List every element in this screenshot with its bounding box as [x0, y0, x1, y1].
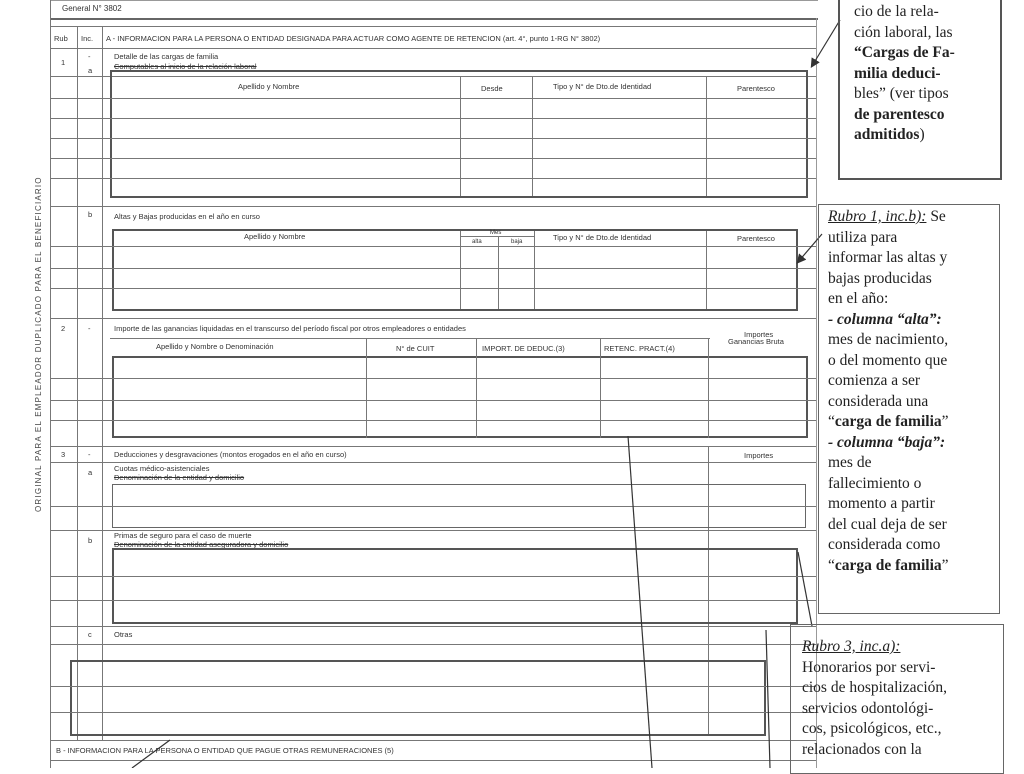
rubro2-inc-dash: - [88, 324, 91, 333]
note-rubro3a-heading: Rubro 3, inc.a): [802, 638, 901, 655]
note-baja-bold: carga de familia [834, 556, 942, 574]
note-rubro1b-heading: Rubro 1, inc.b): [828, 208, 927, 225]
arrow-bottom-left [132, 740, 170, 768]
rubro1b-header-alta: alta [472, 239, 482, 245]
note-baja-line: momento a partir [828, 495, 935, 512]
rubro1b-header-apellido: Apellido y Nombre [244, 232, 306, 241]
rubro3-inc-b: b [88, 536, 93, 545]
note-alta-bold-row: “carga de familia” [828, 413, 949, 430]
note-rubro3a-line: cos, psicológicos, etc., [802, 720, 942, 737]
note-alta-line: mes de nacimiento, [828, 331, 949, 348]
rubro3-number: 3 [61, 450, 66, 459]
rubro3a-sub: Denominación de la entidad y domicilio [114, 473, 245, 482]
note-baja-line: fallecimiento o [828, 474, 922, 492]
note-baja-label: - columna “baja”: [828, 433, 946, 451]
note-top-bold-tail: de parentesco [854, 105, 945, 123]
note-rubro3a-line: cios de hospitalización, [802, 679, 948, 696]
rubro1-inc-b: b [88, 210, 93, 219]
rubro2-ganancias-bruta: Ganancias Bruta [728, 337, 784, 346]
note-baja-line: mes de [828, 454, 872, 471]
rubro3-inc-a: a [88, 468, 93, 477]
note-top-line: ción laboral, las [854, 23, 953, 41]
note-alta-bold: carga de familia [834, 413, 942, 430]
note-rubro1b-line: bajas producidas [828, 269, 932, 287]
rubro2-number: 2 [61, 324, 66, 333]
section-a-title: A - INFORMACION PARA LA PERSONA O ENTIDAD DESIGNADA PARA ACTUAR COMO AGENTE DE RETENCION (art. 4°, punto 1-RG N° 3802) [106, 34, 601, 43]
note-top-text [854, 2, 994, 146]
note-top-mixed: bles” (ver tipos [854, 85, 949, 102]
note-top-bold-tail-row [854, 125, 994, 146]
rubro3-inc-dash: - [88, 450, 91, 459]
form-header-ref: General N° 3802 [62, 4, 122, 13]
rubro2-header-deduc: IMPORT. DE DEDUC.(3) [482, 344, 565, 353]
rubro2-header-retenc: RETENC. PRACT.(4) [604, 344, 675, 353]
rubro3c-title: Otras [114, 630, 133, 639]
note-rubro3a-line: relacionados con la [802, 740, 922, 758]
rubro3b-sub: Denominación de la entidad aseguradora y domicilio [114, 540, 289, 549]
rubro1b-title: Altas y Bajas producidas en el año en curso [114, 212, 260, 221]
note-alta-line: comienza a ser [828, 372, 921, 389]
note-top-bold: “Cargas de Fa- [854, 44, 955, 61]
note-rubro1b-line: en el año: [828, 290, 889, 307]
col-rub-label: Rub [54, 34, 68, 43]
col-inc-label: Inc. [81, 34, 94, 43]
note-top-line: cio de la rela- [854, 3, 939, 20]
rubro2-header-cuit: N° de CUIT [396, 344, 435, 353]
arrow-rubro3a-c [798, 552, 812, 626]
note-rubro3a-text [802, 637, 1002, 760]
rubro1-inc-a: a [88, 66, 93, 75]
rubro3-importes: Importes [744, 451, 774, 460]
arrow-rubro3a-a [628, 436, 652, 768]
note-rubro3a-line: servicios odontológi- [802, 699, 934, 717]
note-alta-line: o del momento que [828, 351, 948, 369]
rubro1b-header-tipo: Tipo y N° de Dto.de Identidad [553, 233, 652, 242]
note-top-bold-tail: admitidos [854, 126, 920, 143]
note-rubro1b-heading-after: Se [926, 208, 946, 225]
note-baja-line: considerada como [828, 536, 941, 553]
note-baja-line: del cual deja de ser [828, 515, 947, 533]
arrow-rubro3a-b [766, 630, 770, 768]
note-alta-line: considerada una [828, 392, 929, 410]
note-top-close: ) [919, 126, 925, 143]
rubro1a-header-desde: Desde [481, 84, 503, 93]
rubro2-importes: Importes [744, 330, 774, 339]
side-copy-label: ORIGINAL PARA EL EMPLEADOR DUPLICADO PARA EL BENEFICIARIO [34, 176, 43, 512]
note-rubro1b-line: utiliza para [828, 228, 898, 246]
note-top-bold: milia deduci- [854, 64, 941, 82]
rubro3-title: Deducciones y desgravaciones (montos erogados en el año en curso) [114, 450, 347, 459]
note-rubro1b-text [828, 207, 996, 576]
rubro1-subtitle: Computables al inicio de la relación laboral [114, 62, 257, 71]
rubro1-inc-dash: - [88, 52, 91, 61]
rubro2-header-apellido: Apellido y Nombre o Denominación [156, 342, 274, 351]
rubro1b-header-mes: Mes [490, 230, 502, 236]
rubro2-title: Importe de las ganancias liquidadas en el transcurso del período fiscal por otros empleadores o entidades [114, 324, 466, 333]
note-baja-bold-row: “carga de familia” [828, 556, 949, 574]
rubro3a-title: Cuotas médico-asistenciales [114, 464, 210, 473]
rubro1a-header-parentesco: Parentesco [737, 84, 775, 93]
rubro3b-title: Primas de seguro para el caso de muerte [114, 531, 252, 540]
rubro1b-header-baja: baja [511, 239, 523, 245]
rubro1-title: Detalle de las cargas de familia [114, 52, 219, 61]
rubro1b-header-parentesco: Parentesco [737, 234, 775, 243]
section-b-title: B - INFORMACION PARA LA PERSONA O ENTIDAD QUE PAGUE OTRAS REMUNERACIONES (5) [56, 746, 394, 755]
arrow-top-note [812, 20, 840, 66]
rubro1a-header-apellido: Apellido y Nombre [238, 82, 300, 91]
note-rubro3a-line: Honorarios por servi- [802, 658, 936, 676]
note-rubro1b-heading-row [828, 207, 996, 228]
note-alta-label: - columna “alta”: [828, 310, 942, 328]
rubro1-number: 1 [61, 58, 66, 67]
note-rubro1b-line: informar las altas y [828, 249, 948, 266]
rubro3-inc-c: c [88, 630, 92, 639]
rubro1a-header-tipo: Tipo y N° de Dto.de Identidad [553, 82, 652, 91]
